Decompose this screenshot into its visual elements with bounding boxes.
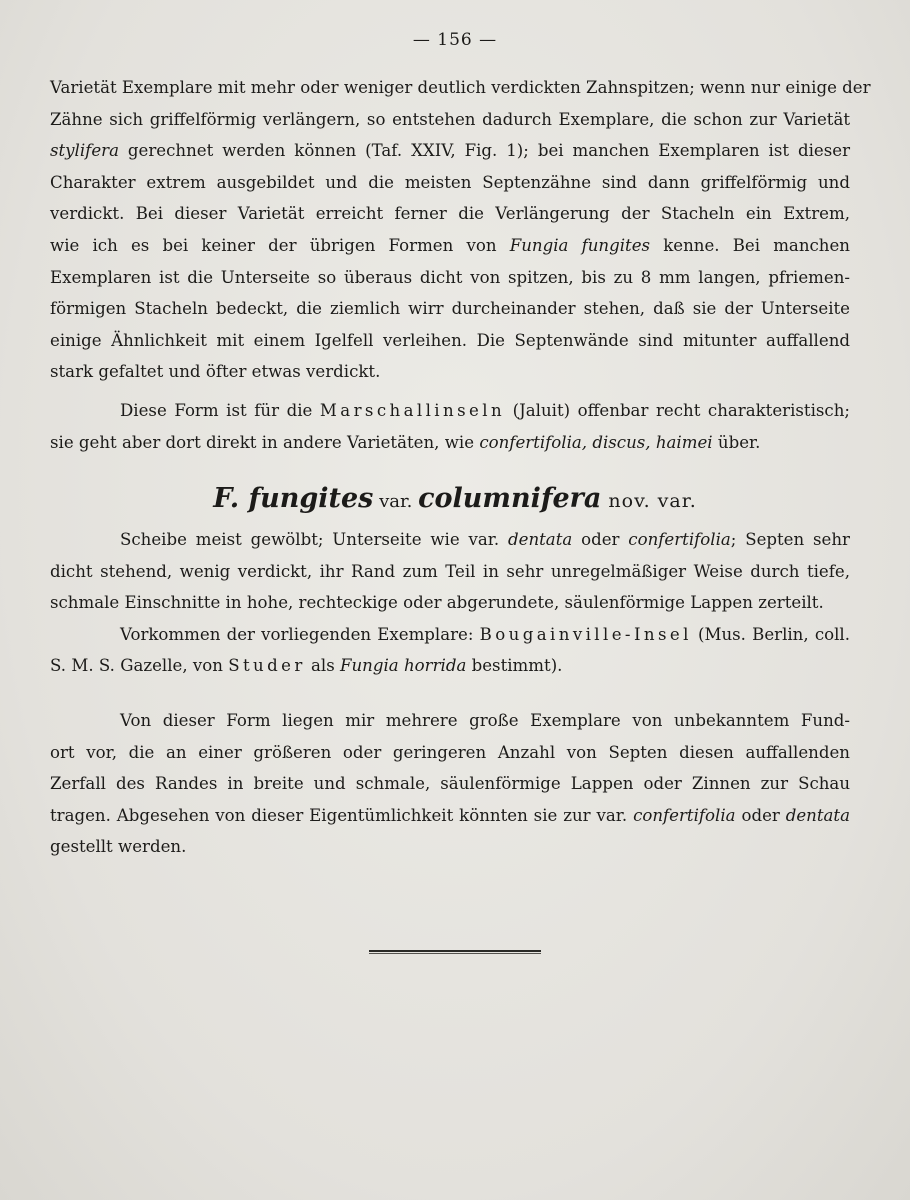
text-line: Vorkommen der vorliegenden Exemplare: Bougainville-Insel (Mus. Berlin, coll. — [120, 624, 850, 644]
paragraph-2 — [50, 395, 850, 458]
taxon-name: stylifera — [50, 141, 119, 161]
section-heading: F. fungites var. columnifera nov. var. — [213, 483, 697, 514]
text-line: ort vor, die an einer größeren oder geringeren Anzahl von Septen diesen auffallenden — [50, 742, 850, 762]
text-line: tragen. Abgesehen von dieser Eigentümlichkeit könnten sie zur var. confertifolia oder dentata — [50, 805, 850, 825]
text-line: Charakter extrem ausgebildet und die meisten Septenzähne sind dann griffelförmig und — [50, 172, 850, 192]
text-line: Diese Form ist für die Marschallinseln (Jaluit) offenbar recht charakteristisch; — [120, 401, 850, 420]
text-line: dicht stehend, wenig verdickt, ihr Rand zum Teil in sehr unregelmäßiger Weise durch tiefe, — [50, 561, 850, 581]
person-name: Studer — [228, 656, 306, 676]
text-line: sie geht aber dort direkt in andere Varietäten, wie confertifolia, discus, haimei über. — [50, 432, 761, 452]
page-number: — 156 — — [412, 30, 498, 50]
place-name: Bougainville-Insel — [479, 624, 692, 644]
section-divider-rule — [369, 950, 541, 954]
text-line: Exemplaren ist die Unterseite so überaus dicht von spitzen, bis zu 8 mm langen, pfriemen- — [50, 267, 850, 287]
paragraph-4 — [50, 705, 850, 863]
text-line: wie ich es bei keiner der übrigen Formen von Fungia fungites kenne. Bei manchen — [50, 235, 850, 255]
taxon-name: Fungia fungites — [509, 235, 651, 255]
text-line: verdickt. Bei dieser Varietät erreicht ferner die Verlängerung der Stacheln ein Extrem, — [50, 204, 850, 224]
text-line: schmale Einschnitte in hohe, rechteckige oder abgerundete, säulenförmige Lappen zerteilt. — [50, 593, 824, 613]
paragraph-3 — [50, 524, 850, 682]
text-line: Scheibe meist gewölbt; Unterseite wie var. dentata oder confertifolia; Septen sehr — [120, 530, 850, 549]
text-line: stark gefaltet und öfter etwas verdickt. — [50, 362, 381, 382]
text-line: Varietät Exemplare mit mehr oder weniger deutlich verdickten Zahnspitzen; wenn nur einige der — [50, 78, 871, 97]
text-line: förmigen Stacheln bedeckt, die ziemlich wirr durcheinander stehen, daß sie der Unterseite — [50, 299, 850, 319]
text-line: S. M. S. Gazelle, von Studer als Fungia horrida bestimmt). — [50, 656, 563, 676]
text-line: Zähne sich griffelförmig verlängern, so entstehen dadurch Exemplare, die schon zur Varietät — [50, 109, 850, 129]
text-line: Zerfall des Randes in breite und schmale, säulenförmige Lappen oder Zinnen zur Schau — [50, 774, 850, 794]
text-line: stylifera gerechnet werden können (Taf. XXIV, Fig. 1); bei manchen Exemplaren ist dieser — [50, 141, 850, 161]
taxon-name: confertifolia, discus, haimei — [479, 432, 713, 452]
text-line: einige Ähnlichkeit mit einem Igelfell verleihen. Die Septenwände sind mitunter auffallend — [50, 330, 850, 350]
text-line: Von dieser Form liegen mir mehrere große Exemplare von unbekanntem Fund- — [120, 711, 850, 730]
text-line: gestellt werden. — [50, 837, 187, 857]
place-name: Marschallinseln — [319, 401, 506, 420]
paragraph-1 — [50, 72, 871, 388]
